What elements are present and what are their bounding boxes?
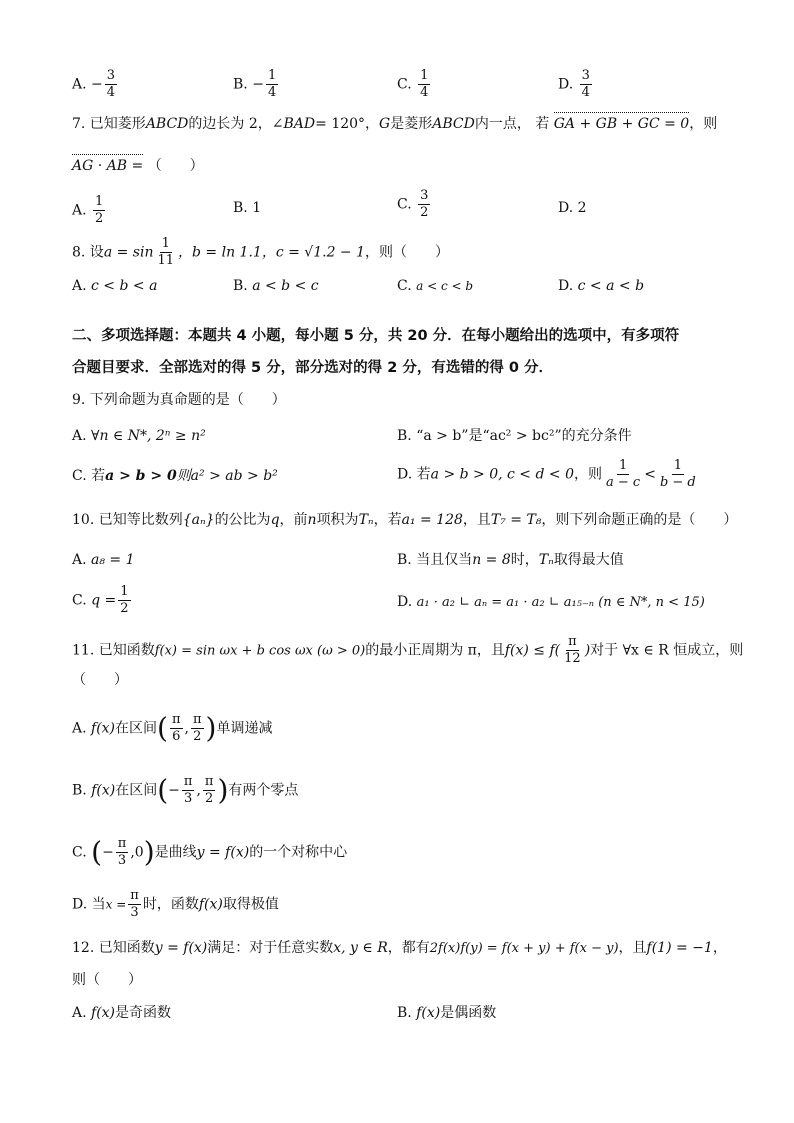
stem-text: 的公比为 [214, 512, 271, 528]
option-letter: D. [558, 278, 574, 294]
denominator: 2 [95, 211, 104, 226]
option-value: x = [105, 897, 127, 912]
option-text: 是偶函数 [440, 1005, 497, 1021]
q9-stem: 9. 下列命题为真命题的是（ ） [72, 392, 286, 408]
fraction [155, 236, 176, 269]
denominator: 4 [420, 85, 429, 100]
denominator: 2 [193, 729, 202, 744]
left-paren: ( [91, 835, 103, 869]
numerator: 1 [267, 68, 277, 83]
denominator: 11 [157, 253, 175, 268]
q11-option-d [72, 888, 279, 921]
right-paren: ) [143, 835, 155, 869]
stem-text: 内一点， 若 [474, 116, 550, 132]
fraction [203, 774, 216, 807]
math-tn: Tₙ [358, 512, 374, 528]
stem-text: 的边长为 2，∠ [188, 116, 284, 132]
option-value: f(x) [416, 1005, 441, 1021]
numerator: π [568, 634, 577, 649]
minus-sign: − [252, 76, 264, 93]
option-value: c < a < b [577, 278, 645, 294]
fraction [266, 68, 278, 101]
option-letter: A. [72, 202, 87, 219]
stem-text: 11. 已知函数 [72, 642, 155, 659]
stem-text: 12. 已知函数 [72, 940, 155, 956]
q9-option-c [72, 466, 278, 486]
numerator: π [204, 774, 214, 789]
vector-dot-product: AG · AB = [72, 158, 144, 174]
option-value: f(x) [91, 782, 116, 799]
q10-option-d [397, 592, 705, 613]
option-value: f(x) [91, 1005, 116, 1021]
option-letter: A. [72, 720, 87, 737]
q8-stem [72, 236, 734, 269]
q9-option-a [72, 426, 206, 446]
option-text: 单调递减 [216, 720, 273, 737]
option-letter: A. [72, 76, 87, 93]
stem-text: 对于 ∀x ∈ R 恒成立，则 [590, 642, 744, 659]
q11-stem [72, 634, 744, 667]
left-paren: ( [157, 711, 168, 745]
option-letter: A. [72, 278, 87, 294]
denominator: 2 [420, 205, 429, 220]
math-fx: y = f(x) [154, 940, 208, 956]
stem-text: ，且 [462, 512, 491, 528]
option-letter: B. [233, 76, 248, 93]
math-q: q [270, 512, 280, 528]
option-text: ，则 [574, 466, 602, 483]
stem-text: 7. 已知菱形 [72, 116, 146, 132]
stem-text: 满足：对于任意实数 [207, 940, 334, 956]
stem-text: 10. 已知等比数列 [72, 512, 183, 528]
fraction [128, 888, 141, 921]
fraction [93, 194, 105, 227]
stem-text: ，则（ ） [365, 244, 450, 261]
math-bad: BAD [283, 116, 316, 132]
option-letter: D. [558, 76, 574, 93]
math-paren: ) [584, 642, 591, 659]
q10-option-b [397, 550, 624, 570]
denominator: a − c [606, 475, 641, 490]
numerator: 1 [420, 68, 429, 83]
fraction [418, 68, 430, 101]
option-letter: C. [397, 196, 412, 213]
option-text: 取得最大值 [553, 552, 624, 568]
option-letter: A. [72, 1005, 87, 1021]
denominator: 4 [581, 85, 590, 100]
numerator: 1 [673, 458, 682, 473]
q8-option-c [397, 276, 473, 296]
option-letter: C. [72, 592, 87, 609]
option-text: C. 若 [72, 468, 106, 484]
math-ineq: f(x) ≤ f( [504, 642, 561, 659]
stem-text: 项积为 [316, 512, 359, 528]
math-xy: x, y ∈ R [333, 940, 388, 956]
math-bc: ，b = ln 1.1，c = √1.2 − 1 [178, 244, 366, 261]
q7-stem-line2 [72, 156, 734, 176]
option-text: D. 当 [72, 896, 106, 913]
answer-blank: （ ） [147, 158, 204, 174]
option-letter: B. [233, 200, 248, 216]
denominator: 12 [564, 651, 581, 666]
numerator: π [171, 712, 181, 727]
fraction [182, 774, 195, 807]
fraction [604, 458, 642, 491]
stem-text: ， [712, 940, 727, 956]
q12-stem-line2: 则（ ） [72, 972, 142, 988]
option-text: D. 若 [397, 466, 431, 483]
fraction [105, 68, 117, 101]
option-text: 有两个零点 [228, 782, 299, 799]
denominator: 3 [130, 905, 139, 920]
numerator: 3 [106, 68, 116, 83]
numerator: π [192, 712, 202, 727]
fraction [580, 68, 592, 101]
option-value: c < b < a [91, 278, 158, 294]
fraction [418, 188, 430, 221]
option-value: a < c < b [416, 279, 474, 293]
q8-option-d [558, 276, 644, 296]
q9-option-b: B. “a > b”是“ac² > bc²”的充分条件 [397, 428, 632, 444]
fraction [562, 634, 583, 667]
denominator: 3 [117, 853, 127, 868]
fraction [118, 584, 130, 617]
option-value: a > b > 0 [105, 468, 177, 484]
denominator: 2 [120, 601, 129, 616]
denominator: 4 [106, 85, 116, 100]
stem-text: 是菱形 [390, 116, 433, 132]
option-letter: C. [72, 844, 87, 861]
option-value: 1 [252, 200, 262, 216]
math-a1: a₁ = 128 [401, 512, 463, 528]
option-letter: C. [397, 278, 412, 294]
q10-stem [72, 510, 738, 530]
q11-option-b: B. f(x)在区间(− $\frac{\pi}{3}$ , $\frac{\pi}{2}$ )有两个零点 [72, 773, 299, 807]
section-2-heading: 二、多项选择题：本题共 4 小题，每小题 5 分，共 20 分．在每小题给出的选项中，有多项符 [72, 328, 680, 344]
option-letter: B. [72, 782, 87, 799]
option-value: 则a² > ab > b² [176, 468, 278, 484]
option-letter: B. [397, 1005, 412, 1021]
left-paren: ( [157, 773, 169, 807]
q11-blank: （ ） [72, 672, 128, 688]
q8-option-b [233, 276, 319, 296]
q6-option-c [397, 68, 432, 101]
stem-text: = 120°， [315, 116, 380, 132]
fraction [170, 712, 183, 745]
option-letter: C. [397, 76, 412, 93]
math-eq: 2f(x)f(y) = f(x + y) + f(x − y) [429, 941, 619, 956]
option-text: 在区间 [115, 782, 158, 799]
math-a: a = sin [103, 244, 154, 261]
option-value: a < b < c [252, 278, 319, 294]
option-letter: A. [72, 552, 87, 568]
numerator: 3 [420, 188, 429, 203]
denominator: 6 [172, 729, 181, 744]
option-letter: A. [72, 428, 87, 444]
math-abcd: ABCD [145, 116, 189, 132]
q6-option-d [558, 68, 594, 101]
option-text: B. 当且仅当 [397, 552, 473, 568]
vector-equation: GA + GB + GC = 0 [553, 116, 690, 132]
math-t7t8: T₇ = T₈ [490, 512, 542, 528]
denominator: 3 [184, 791, 193, 806]
numerator: 3 [581, 68, 590, 83]
option-value: y = f(x) [196, 844, 250, 861]
minus-sign: − [91, 76, 103, 93]
denominator: 4 [267, 85, 277, 100]
option-text: 是曲线 [154, 844, 197, 861]
option-value: q = [91, 592, 117, 609]
stem-text: 8. 设 [72, 244, 104, 261]
stem-text: ，则下列命题正确的是（ ） [541, 512, 738, 528]
q8-option-a [72, 276, 157, 296]
q11-option-a: A. f(x)在区间( $\frac{\pi}{6}$ , $\frac{\pi}{2}$ )单调递减 [72, 711, 273, 745]
option-letter: D. [397, 594, 413, 610]
q10-option-a [72, 550, 135, 570]
q6-option-b [233, 68, 280, 101]
q11-option-c: C. (− $\frac{\pi}{3}$ ,0)是曲线y = f(x)的一个对称中心 [72, 835, 348, 869]
math-f1: f(1) = −1 [646, 940, 713, 956]
option-text: 时， [510, 552, 539, 568]
option-value: ∀n ∈ N*, 2ⁿ ≥ n² [91, 428, 206, 444]
option-value: f(x) [198, 896, 223, 913]
numerator: 1 [120, 584, 129, 599]
less-than: < [644, 466, 656, 483]
stem-text: ，若 [373, 512, 402, 528]
q12-option-b [397, 1003, 496, 1023]
option-text: 取得极值 [222, 896, 279, 913]
q7-option-c [397, 188, 432, 221]
q10-option-c [72, 584, 133, 617]
numerator: π [183, 774, 193, 789]
denominator: 2 [205, 791, 214, 806]
fraction [658, 458, 698, 491]
option-value: a > b > 0, c < d < 0 [430, 466, 574, 483]
math-g: G [379, 116, 391, 132]
numerator: 1 [95, 194, 104, 209]
option-value: f(x) [91, 720, 116, 737]
right-paren: ) [217, 773, 229, 807]
section-2-heading-line2: 合题目要求．全部选对的得 5 分，部分选对的得 2 分，有选错的得 0 分． [72, 360, 554, 376]
right-paren: ) [205, 711, 217, 745]
math-abcd: ABCD [432, 116, 475, 132]
stem-text: ，都有 [387, 940, 430, 956]
q7-option-a [72, 194, 107, 227]
q12-stem [72, 938, 734, 959]
numerator: 1 [161, 236, 170, 251]
q9-option-d [397, 458, 700, 491]
fraction [116, 836, 129, 869]
option-value: a₁ · a₂ ∟ aₙ = a₁ · a₂ ∟ a₁₅₋ₙ (n ∈ N*, n < 15) [416, 595, 705, 610]
numerator: π [130, 888, 139, 903]
q12-option-a [72, 1003, 171, 1023]
option-value: Tₙ [538, 552, 554, 568]
stem-text: ，前 [279, 512, 308, 528]
q7-stem [72, 114, 734, 134]
fraction [191, 712, 204, 745]
stem-text: ，且 [618, 940, 647, 956]
option-text: 的一个对称中心 [249, 844, 348, 861]
math-n: n [307, 512, 317, 528]
q7-option-d [558, 198, 587, 218]
q7-option-b [233, 198, 261, 218]
option-text: 时，函数 [142, 896, 199, 913]
math-seq: {aₙ} [182, 512, 215, 528]
stem-text: ，则 [689, 116, 718, 132]
math-fx: f(x) = sin ωx + b cos ωx (ω > 0) [154, 643, 366, 659]
option-value: D. 2 [558, 200, 587, 216]
option-letter: B. [233, 278, 248, 294]
option-text: 是奇函数 [115, 1005, 172, 1021]
option-value: n = 8 [472, 552, 511, 568]
option-value: a₈ = 1 [91, 552, 135, 568]
denominator: b − d [659, 475, 696, 490]
option-text: 在区间 [115, 720, 158, 737]
numerator: 1 [618, 458, 628, 473]
numerator: π [117, 836, 127, 851]
stem-text: 的最小正周期为 π，且 [365, 642, 505, 659]
q6-option-a [72, 68, 119, 101]
